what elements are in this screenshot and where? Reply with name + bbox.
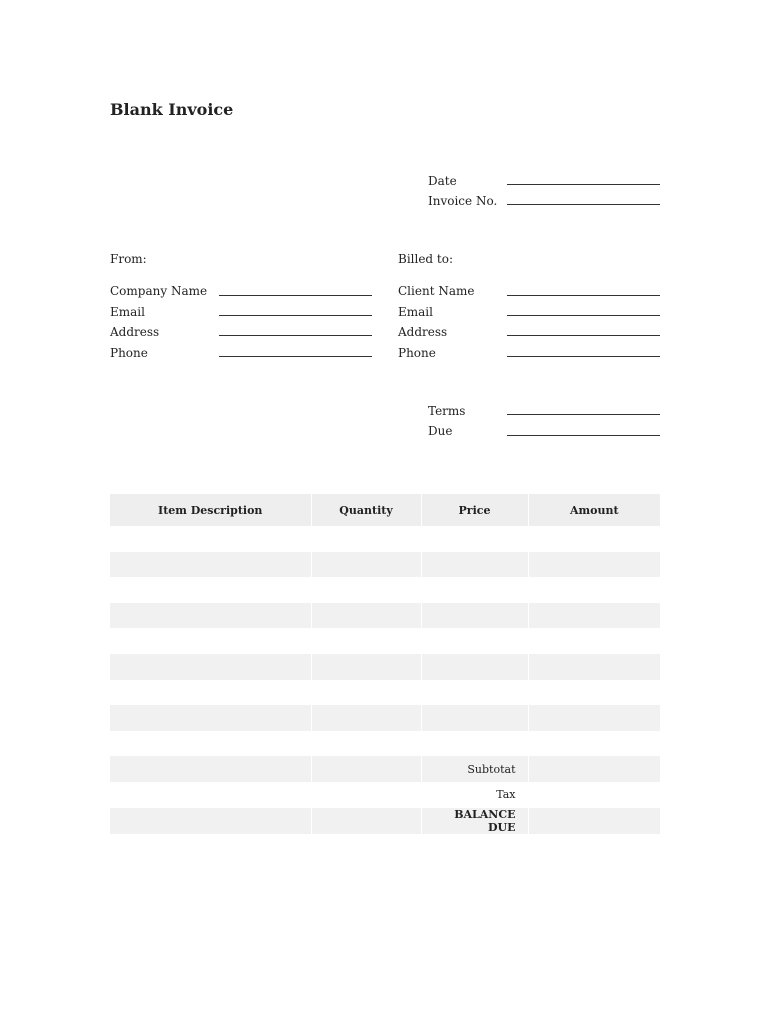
table-cell[interactable] bbox=[528, 731, 660, 757]
table-cell[interactable] bbox=[528, 577, 660, 603]
table-cell[interactable] bbox=[421, 577, 528, 603]
due-line[interactable] bbox=[507, 435, 660, 436]
table-cell[interactable] bbox=[421, 705, 528, 731]
table-cell[interactable] bbox=[311, 577, 421, 603]
billed-to-heading: Billed to: bbox=[398, 252, 454, 266]
table-row bbox=[110, 705, 660, 731]
from-email-line[interactable] bbox=[219, 315, 372, 316]
price-header: Price bbox=[421, 494, 528, 526]
from-address-line[interactable] bbox=[219, 335, 372, 336]
amount-header: Amount bbox=[528, 494, 660, 526]
table-cell[interactable] bbox=[528, 603, 660, 629]
table-cell[interactable] bbox=[110, 552, 311, 578]
table-cell[interactable] bbox=[110, 782, 311, 808]
balance-due-amount-cell[interactable] bbox=[528, 808, 660, 834]
table-cell[interactable] bbox=[311, 705, 421, 731]
table-row bbox=[110, 654, 660, 680]
table-cell[interactable] bbox=[311, 552, 421, 578]
date-line[interactable] bbox=[507, 184, 660, 185]
table-cell[interactable] bbox=[421, 628, 528, 654]
from-phone-line[interactable] bbox=[219, 356, 372, 357]
table-cell[interactable] bbox=[311, 731, 421, 757]
invoice-number-line[interactable] bbox=[507, 204, 660, 205]
tax-amount-cell[interactable] bbox=[528, 782, 660, 808]
table-cell[interactable] bbox=[311, 756, 421, 782]
table-cell[interactable] bbox=[110, 731, 311, 757]
subtotal-row bbox=[110, 756, 660, 782]
table-cell[interactable] bbox=[311, 526, 421, 552]
date-label: Date bbox=[428, 174, 457, 188]
table-cell[interactable] bbox=[110, 628, 311, 654]
table-row bbox=[110, 628, 660, 654]
invoice-number-label: Invoice No. bbox=[428, 194, 498, 208]
client-address-label: Address bbox=[398, 325, 448, 339]
balance-due-row bbox=[110, 808, 660, 834]
terms-label: Terms bbox=[428, 404, 466, 418]
balance-due-label: BALANCE DUE bbox=[421, 808, 528, 834]
table-cell[interactable] bbox=[528, 526, 660, 552]
company-name-label: Company Name bbox=[110, 284, 208, 298]
table-row bbox=[110, 603, 660, 629]
quantity-header: Quantity bbox=[311, 494, 421, 526]
table-cell[interactable] bbox=[421, 654, 528, 680]
items-body bbox=[110, 526, 660, 834]
client-name-line[interactable] bbox=[507, 295, 660, 296]
client-phone-label: Phone bbox=[398, 346, 436, 360]
table-cell[interactable] bbox=[311, 654, 421, 680]
table-cell[interactable] bbox=[311, 603, 421, 629]
items-table bbox=[110, 494, 660, 834]
table-row bbox=[110, 552, 660, 578]
from-heading: From: bbox=[110, 252, 147, 266]
client-email-line[interactable] bbox=[507, 315, 660, 316]
table-row bbox=[110, 680, 660, 706]
table-row bbox=[110, 731, 660, 757]
table-cell[interactable] bbox=[528, 628, 660, 654]
table-cell[interactable] bbox=[311, 782, 421, 808]
table-cell[interactable] bbox=[528, 705, 660, 731]
subtotal-label: Subtotat bbox=[421, 756, 528, 782]
company-name-line[interactable] bbox=[219, 295, 372, 296]
client-email-label: Email bbox=[398, 305, 433, 319]
table-cell[interactable] bbox=[421, 731, 528, 757]
table-cell[interactable] bbox=[528, 680, 660, 706]
terms-line[interactable] bbox=[507, 414, 660, 415]
client-name-label: Client Name bbox=[398, 284, 475, 298]
table-cell[interactable] bbox=[110, 603, 311, 629]
from-phone-label: Phone bbox=[110, 346, 148, 360]
client-address-line[interactable] bbox=[507, 335, 660, 336]
from-address-label: Address bbox=[110, 325, 160, 339]
tax-row bbox=[110, 782, 660, 808]
table-cell[interactable] bbox=[110, 808, 311, 834]
table-cell[interactable] bbox=[311, 628, 421, 654]
table-cell[interactable] bbox=[110, 705, 311, 731]
table-cell[interactable] bbox=[421, 603, 528, 629]
table-cell[interactable] bbox=[421, 526, 528, 552]
table-cell[interactable] bbox=[421, 680, 528, 706]
table-cell[interactable] bbox=[110, 756, 311, 782]
subtotal-amount-cell[interactable] bbox=[528, 756, 660, 782]
client-phone-line[interactable] bbox=[507, 356, 660, 357]
table-cell[interactable] bbox=[311, 680, 421, 706]
invoice-title: Blank Invoice bbox=[110, 100, 234, 119]
table-cell[interactable] bbox=[110, 526, 311, 552]
item-description-header: Item Description bbox=[110, 494, 311, 526]
table-cell[interactable] bbox=[110, 654, 311, 680]
tax-label: Tax bbox=[421, 782, 528, 808]
due-label: Due bbox=[428, 424, 453, 438]
from-email-label: Email bbox=[110, 305, 145, 319]
table-cell[interactable] bbox=[110, 577, 311, 603]
table-cell[interactable] bbox=[110, 680, 311, 706]
table-cell[interactable] bbox=[311, 808, 421, 834]
table-row bbox=[110, 577, 660, 603]
table-cell[interactable] bbox=[528, 552, 660, 578]
table-header-row bbox=[110, 494, 660, 526]
table-cell[interactable] bbox=[528, 654, 660, 680]
table-row bbox=[110, 526, 660, 552]
table-cell[interactable] bbox=[421, 552, 528, 578]
